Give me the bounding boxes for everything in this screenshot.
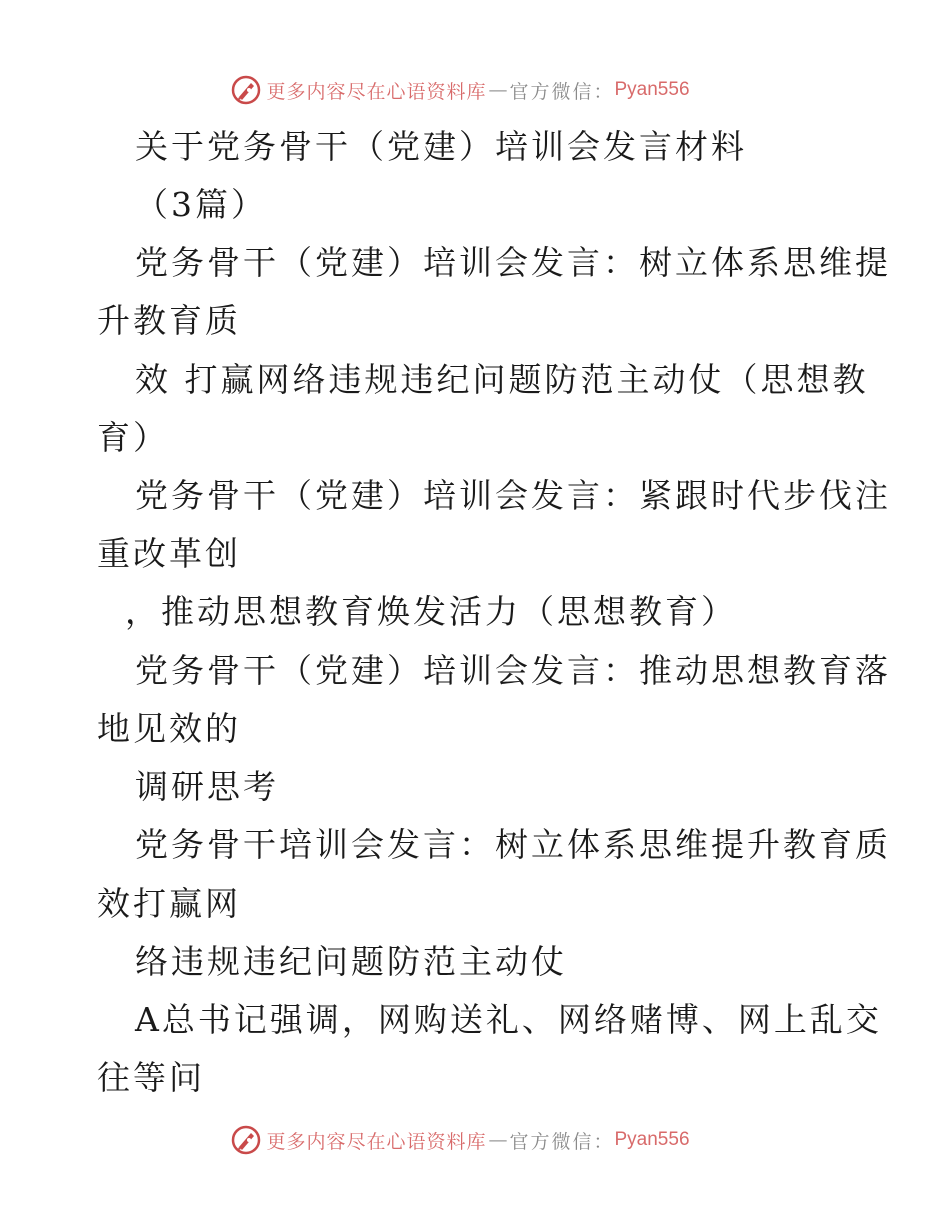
document-subtitle: （3篇） — [135, 185, 267, 224]
text-line: 往等问 — [97, 1058, 205, 1097]
text-line: 调研思考 — [135, 767, 279, 806]
watermark-group — [230, 1124, 689, 1156]
document-title: 关于党务骨干（党建）培训会发言材料 — [135, 127, 747, 166]
text-line: 升教育质 — [97, 301, 241, 340]
text-line: 地见效的 — [97, 709, 241, 748]
watermark-separator: — — [488, 1129, 508, 1151]
text-line: 育） — [97, 418, 169, 457]
text-line: A总书记强调，网购送礼、网络赌博、网上乱交 — [135, 1000, 882, 1039]
watermark-group — [230, 74, 689, 106]
pen-logo-icon — [230, 74, 262, 106]
watermark-wechat-id: Pyan556 — [614, 79, 690, 100]
watermark-official-label: 官方微信： — [509, 1130, 615, 1153]
watermark-header — [0, 70, 950, 110]
text-line: 效 打赢网络违规违纪问题防范主动仗（思想教 — [135, 360, 869, 399]
watermark-text: 更多内容尽在心语资料库 — [266, 80, 487, 103]
text-line: 络违规违纪问题防范主动仗 — [135, 942, 567, 981]
watermark-official-label: 官方微信： — [509, 80, 615, 103]
text-line: 党务骨干培训会发言：树立体系思维提升教育质 — [135, 825, 891, 864]
watermark-footer — [0, 1120, 950, 1160]
text-line: ，推动思想教育焕发活力（思想教育） — [125, 592, 737, 631]
pen-logo-icon — [230, 1124, 262, 1156]
text-line: 效打赢网 — [97, 884, 241, 923]
text-line: 党务骨干（党建）培训会发言：树立体系思维提 — [135, 243, 891, 282]
watermark-wechat-id: Pyan556 — [614, 1129, 690, 1150]
watermark-text: 更多内容尽在心语资料库 — [266, 1130, 487, 1153]
text-line: 党务骨干（党建）培训会发言：推动思想教育落 — [135, 651, 891, 690]
watermark-separator: — — [488, 79, 508, 101]
text-line: 党务骨干（党建）培训会发言：紧跟时代步伐注 — [135, 476, 891, 515]
text-line: 重改革创 — [97, 534, 241, 573]
